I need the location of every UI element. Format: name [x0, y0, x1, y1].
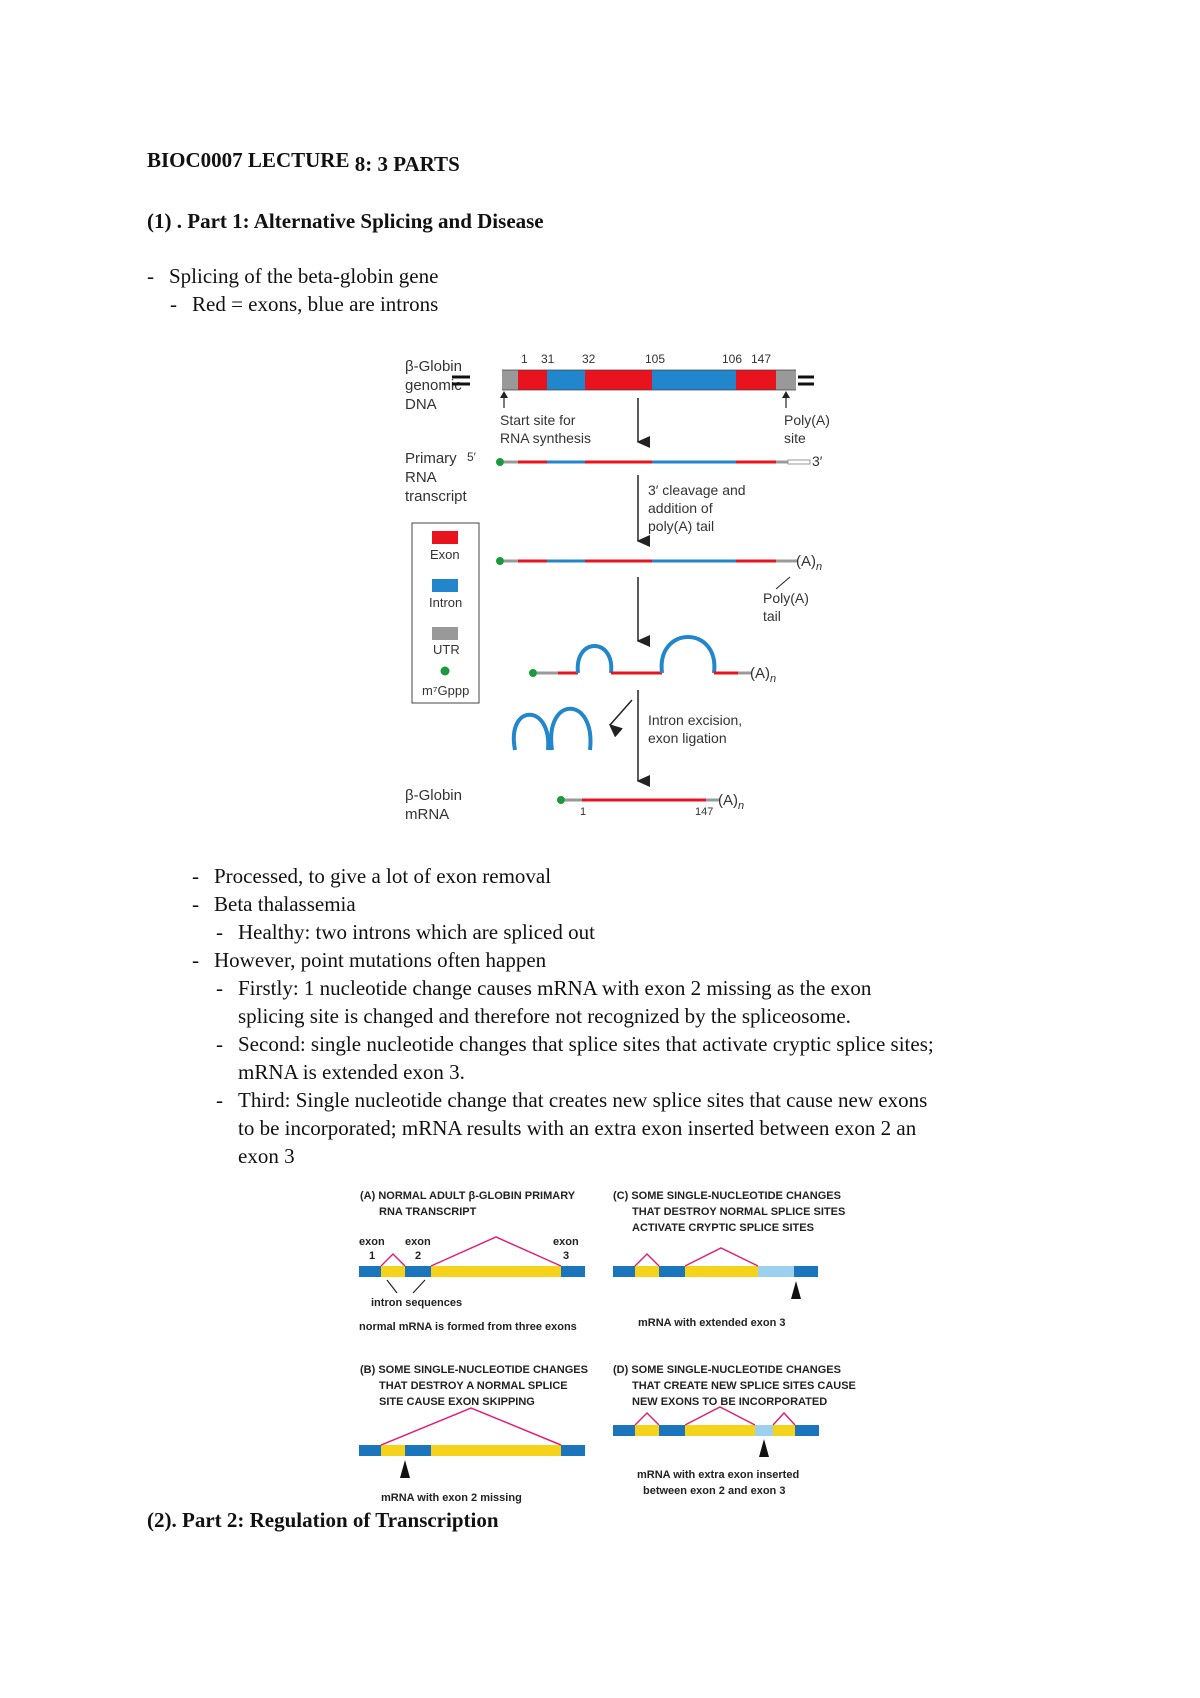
bullet-item: - Splicing of the beta-globin gene — [147, 264, 439, 288]
svg-text:(D) SOME SINGLE-NUCLEOTIDE CH: (D) SOME SINGLE-NUCLEOTIDE CHANGES THAT CREATE NEW SPLICE SITES CAUSE NEW EXONS TO BE INCORPORATED — [613, 1364, 856, 1408]
svg-text:Poly(A)tail: Poly(A) tail — [763, 590, 809, 624]
svg-text:m⁷Gppp: m⁷Gppp — [422, 683, 470, 698]
svg-text:intron sequences: intron sequences — [371, 1297, 463, 1309]
svg-text:exon3: exon 3 — [553, 1236, 579, 1262]
part1-heading: (1) . Part 1: Alternative Splicing and Disease — [147, 209, 544, 233]
bullet-item: - Third: Single nucleotide change that creates new splice sites that cause new exons — [216, 1088, 928, 1112]
bullet-item: - Processed, to give a lot of exon removal — [192, 864, 552, 888]
svg-text:exon1: exon 1 — [359, 1236, 385, 1262]
bullet-item: - Healthy: two introns which are spliced out — [216, 920, 595, 944]
svg-text:PrimaryRNAtranscript: Primary RNA transcript — [405, 450, 467, 505]
svg-text:5′: 5′ — [467, 450, 476, 464]
title-suffix: 8: 3 PARTS — [354, 152, 460, 176]
svg-text:(A)n: $(A)_n$ — [796, 553, 823, 573]
bullet-item: - Beta thalassemia — [192, 892, 356, 916]
svg-text:(B) SOME SINGLE-NUCLEOTIDE CH: (B) SOME SINGLE-NUCLEOTIDE CHANGES THAT DESTROY A NORMAL SPLICE SITE CAUSE EXON SKIPPING — [360, 1364, 588, 1408]
svg-text:(C) SOME SINGLE-NUCLEOTIDE CH: (C) SOME SINGLE-NUCLEOTIDE CHANGES THAT DESTROY NORMAL SPLICE SITES ACTIVATE CRYPTIC SPLICE SITES — [613, 1190, 846, 1234]
part2-heading: (2). Part 2: Regulation of Transcription — [147, 1508, 499, 1532]
svg-text:mRNA with extra exon insertedb: mRNA with extra exon inserted between exon 2 and exon 3 — [637, 1469, 800, 1497]
svg-text:β-GlobinmRNA: β-Globin mRNA — [405, 787, 462, 823]
svg-text:Exon: Exon — [430, 547, 460, 562]
svg-text:1: 1 — [580, 806, 587, 818]
pos-label: 105 — [645, 352, 666, 366]
bullet-continuation: splicing site is changed and therefore not recognized by the spliceosome. — [238, 1004, 851, 1028]
svg-text:(A)n: $(A)_n$ — [718, 792, 745, 812]
splice-mutation-figure — [355, 1180, 875, 1510]
beta-globin-splicing-figure — [400, 345, 850, 840]
svg-text:β-GlobingenomicDNA: β-Globin genomic DNA — [405, 358, 462, 413]
svg-text:Intron excision,exon ligation: Intron excision, exon ligation — [648, 712, 743, 746]
page-title: BIOC0007 LECTURE 8: 3 PARTS — [147, 148, 460, 176]
svg-text:mRNA with exon 2 missing: mRNA with exon 2 missing — [381, 1492, 522, 1504]
pos-label: 31 — [541, 352, 555, 366]
bullet-item: - However, point mutations often happen — [192, 948, 547, 972]
bullet-continuation: mRNA is extended exon 3. — [238, 1060, 465, 1084]
svg-text:(A)n: $(A)_n$ — [750, 665, 777, 685]
pos-label: 147 — [751, 352, 772, 366]
bullet-continuation: to be incorporated; mRNA results with an extra exon inserted between exon 2 an — [238, 1116, 917, 1140]
svg-text:mRNA with extended exon 3: mRNA with extended exon 3 — [638, 1317, 786, 1329]
bullet-item: - Second: single nucleotide changes that splice sites that activate cryptic splice sites; — [216, 1032, 934, 1056]
svg-text:Start site forRNA synthesis: Start site for RNA synthesis — [500, 412, 592, 446]
pos-label: 32 — [582, 352, 596, 366]
svg-text:Poly(A)site: Poly(A) site — [784, 412, 830, 446]
svg-text:3′ cleavage andaddition ofpoly: 3′ cleavage and addition of poly(A) tail — [648, 482, 746, 534]
svg-text:normal mRNA is formed from thr: normal mRNA is formed from three exons — [359, 1321, 577, 1333]
svg-text:UTR: UTR — [433, 642, 460, 657]
pos-label: 106 — [722, 352, 743, 366]
bullet-item: - Firstly: 1 nucleotide change causes mRNA with exon 2 missing as the exon — [216, 976, 872, 1000]
svg-text:exon2: exon 2 — [405, 1236, 431, 1262]
bullet-item: - Red = exons, blue are introns — [170, 292, 439, 316]
panel-a — [359, 1190, 579, 1262]
bullet-continuation: exon 3 — [238, 1144, 295, 1168]
svg-text:3′: 3′ — [812, 453, 823, 469]
svg-text:147: 147 — [695, 806, 714, 818]
svg-text:Intron: Intron — [429, 595, 463, 610]
pos-label: 1 — [521, 352, 528, 366]
svg-text:(A) NORMAL ADULT β-GLOBIN PRI: (A) NORMAL ADULT β-GLOBIN PRIMARY RNA TRANSCRIPT — [360, 1190, 576, 1218]
